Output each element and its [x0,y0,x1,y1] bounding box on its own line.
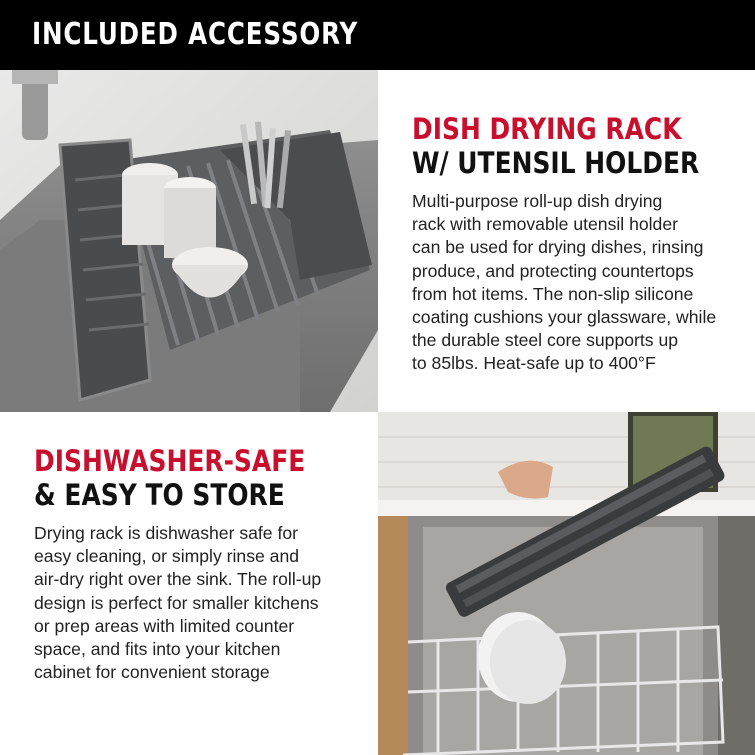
feature-title-red: DISHWASHER-SAFE [34,444,306,478]
feature-title-black: W/ UTENSIL HOLDER [412,146,700,180]
description-line: Drying rack is dishwasher safe for [34,523,299,543]
description-line: Multi-purpose roll-up dish drying [412,191,663,211]
description-line: space, and fits into your kitchen [34,639,281,660]
description-line: produce, and protecting countertops [412,260,694,281]
sink-rack-photo [0,70,378,412]
description-line: the durable steel core supports up [412,330,679,351]
description-line: can be used for drying dishes, rinsing [412,237,704,258]
description-line: to 85lbs. Heat-safe up to 400°F [412,353,656,374]
description-line: easy cleaning, or simply rinse and [34,546,300,567]
feature-title-red: DISH DRYING RACK [412,112,682,146]
description-line: air-dry right over the sink. The roll-up [34,569,322,590]
feature-dishwasher-safe [34,444,374,684]
description-line: or prep areas with limited counter [34,615,295,636]
description-line: coating cushions your glassware, while [412,307,717,328]
feature-description [34,522,374,684]
header-title: INCLUDED ACCESSORY [32,17,359,52]
description-line: from hot items. The non-slip silicone [412,283,694,304]
feature-title-black: & EASY TO STORE [34,478,285,512]
dishwasher-photo [378,412,755,755]
description-line: design is perfect for smaller kitchens [34,592,319,613]
feature-drying-rack [412,112,747,376]
description-line: rack with removable utensil holder [412,214,678,235]
header-bar [0,0,755,70]
feature-description [412,190,747,376]
description-line: cabinet for convenient storage [34,662,270,683]
